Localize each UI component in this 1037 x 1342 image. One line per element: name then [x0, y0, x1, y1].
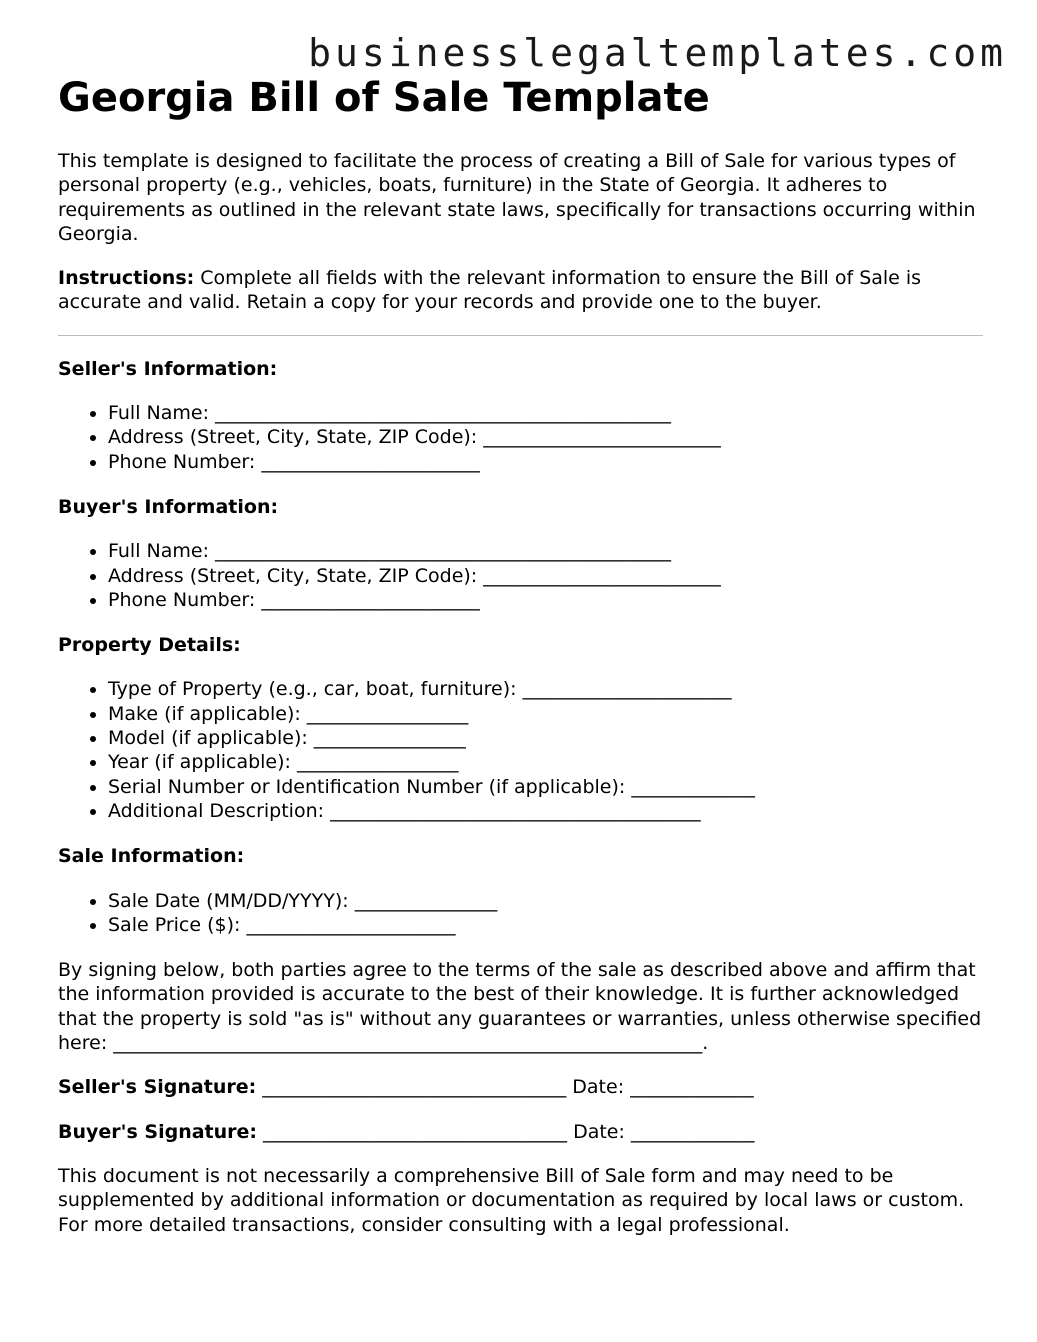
buyer-phone-field[interactable]: • Phone Number: _______________________ — [108, 588, 983, 612]
property-fields-list — [58, 677, 983, 823]
agreement-paragraph: By signing below, both parties agree to the terms of the sale as described above and affirm that the information provided is accurate to the best of their knowledge. It is further acknowledged that the property is sold "as is" without any guarantees or warranties, unless otherwise specified here: ______________________________________________________________. — [58, 959, 982, 1055]
seller-signature-blank[interactable]: ________________________________ Date: _____________ — [256, 1076, 754, 1099]
buyer-address-field[interactable]: • Address (Street, City, State, ZIP Code): _________________________ — [108, 564, 983, 588]
buyer-signature-blank[interactable]: ________________________________ Date: _____________ — [257, 1120, 755, 1143]
page-title: Georgia Bill of Sale Template — [58, 75, 710, 121]
property-description-field[interactable]: • Additional Description: _______________________________________ — [108, 799, 983, 823]
divider — [58, 335, 983, 336]
disclaimer-paragraph: This document is not necessarily a comprehensive Bill of Sale form and may need to be supplemented by additional information or documentation as required by local laws or custom. For more detailed transactions, consider consulting with a legal professional. — [58, 1164, 965, 1236]
instructions-paragraph — [58, 266, 983, 315]
buyer-signature-label: Buyer's Signature: — [58, 1120, 257, 1143]
seller-signature-line[interactable] — [58, 1075, 983, 1099]
property-make-field[interactable]: • Make (if applicable): _________________ — [108, 702, 983, 726]
property-serial-field[interactable]: • Serial Number or Identification Number (if applicable): _____________ — [108, 775, 983, 799]
property-model-field[interactable]: • Model (if applicable): ________________ — [108, 726, 983, 750]
instructions-text: Complete all fields with the relevant information to ensure the Bill of Sale is accurate and valid. Retain a copy for your records and provide one to the buyer. — [58, 267, 922, 314]
seller-signature-label: Seller's Signature: — [58, 1076, 257, 1099]
buyer-full-name-field[interactable]: • Full Name: ________________________________________________ — [108, 539, 983, 563]
seller-fields-list — [58, 401, 983, 474]
sale-fields-list — [58, 889, 983, 938]
sale-price-field[interactable]: • Sale Price ($): ______________________ — [108, 913, 983, 937]
buyer-signature-line[interactable] — [58, 1120, 983, 1144]
intro-paragraph: This template is designed to facilitate the process of creating a Bill of Sale for various types of personal property (e.g., vehicles, boats, furniture) in the State of Georgia. It adheres to requirements as outlined in the relevant state laws, specifically for transactions occurring within Georgia. — [58, 150, 976, 245]
instructions-label: Instructions: — [58, 267, 195, 290]
buyer-fields-list — [58, 539, 983, 612]
seller-section-heading: Seller's Information: — [58, 357, 278, 380]
document-body — [58, 74, 983, 1237]
property-year-field[interactable]: • Year (if applicable): _________________ — [108, 750, 983, 774]
sale-section-heading: Sale Information: — [58, 845, 245, 868]
sale-date-field[interactable]: • Sale Date (MM/DD/YYYY): _______________ — [108, 889, 983, 913]
seller-address-field[interactable]: • Address (Street, City, State, ZIP Code): _________________________ — [108, 425, 983, 449]
seller-full-name-field[interactable]: • Full Name: ________________________________________________ — [108, 401, 983, 425]
seller-phone-field[interactable]: • Phone Number: _______________________ — [108, 450, 983, 474]
property-section-heading: Property Details: — [58, 634, 241, 657]
property-type-field[interactable]: • Type of Property (e.g., car, boat, furniture): ______________________ — [108, 677, 983, 701]
buyer-section-heading: Buyer's Information: — [58, 495, 279, 518]
watermark: businesslegaltemplates.com — [308, 31, 1007, 75]
